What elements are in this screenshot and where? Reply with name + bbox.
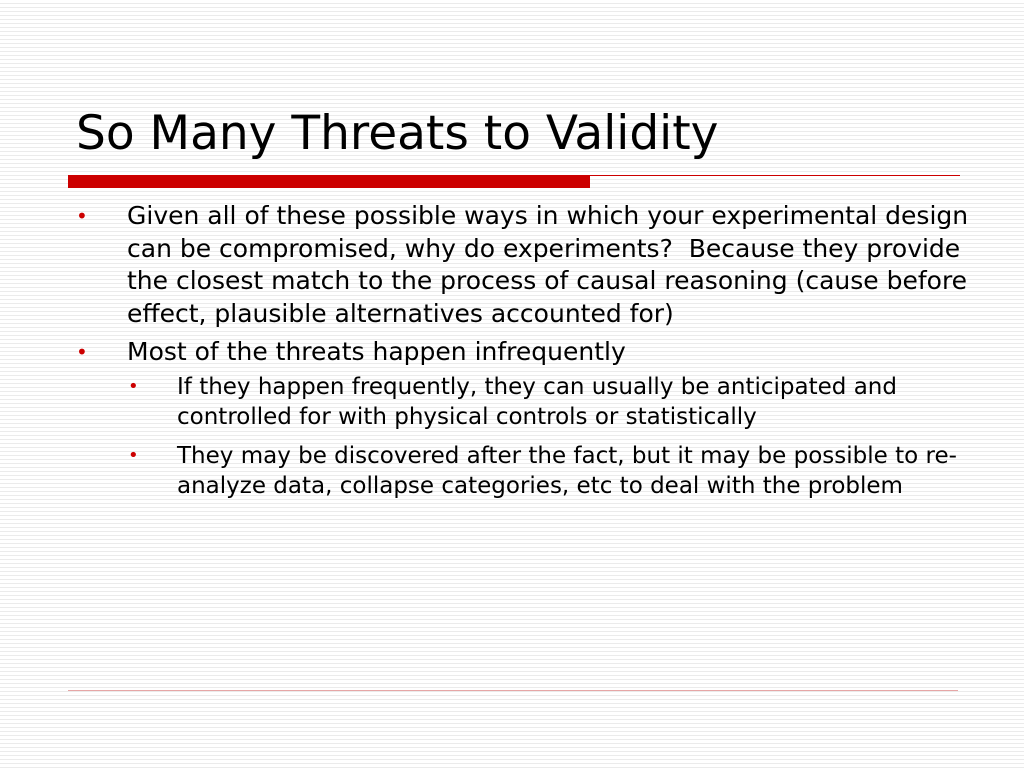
bullet-list	[76, 200, 976, 510]
sub-bullet-text: If they happen frequently, they can usually be anticipated and controlled for with physical controls or statistically	[177, 373, 905, 430]
bullet-icon: •	[76, 204, 88, 228]
sub-bullet-item	[127, 441, 976, 502]
sub-bullet-item	[127, 372, 976, 433]
sub-bullet-list	[127, 372, 976, 502]
bullet-text: Given all of these possible ways in which your experimental design can be compromised, why do experiments? Because they provide the closest match to the process of causal reasoning (cause before effect, plausible alternatives accounted for)	[127, 201, 977, 328]
footer-rule	[68, 690, 958, 691]
bullet-text: Most of the threats happen infrequently	[127, 337, 626, 366]
slide-title: So Many Threats to Validity	[76, 106, 719, 161]
sub-bullet-icon: •	[128, 444, 139, 466]
sub-bullet-icon: •	[128, 375, 139, 397]
sub-bullet-text: They may be discovered after the fact, but it may be possible to re-analyze data, collapse categories, etc to deal with the problem	[177, 442, 957, 499]
bullet-icon: •	[76, 340, 88, 364]
bullet-item	[76, 336, 976, 502]
title-underline-rule	[590, 175, 960, 176]
title-underline-accent	[68, 175, 590, 188]
bullet-item	[76, 200, 976, 330]
